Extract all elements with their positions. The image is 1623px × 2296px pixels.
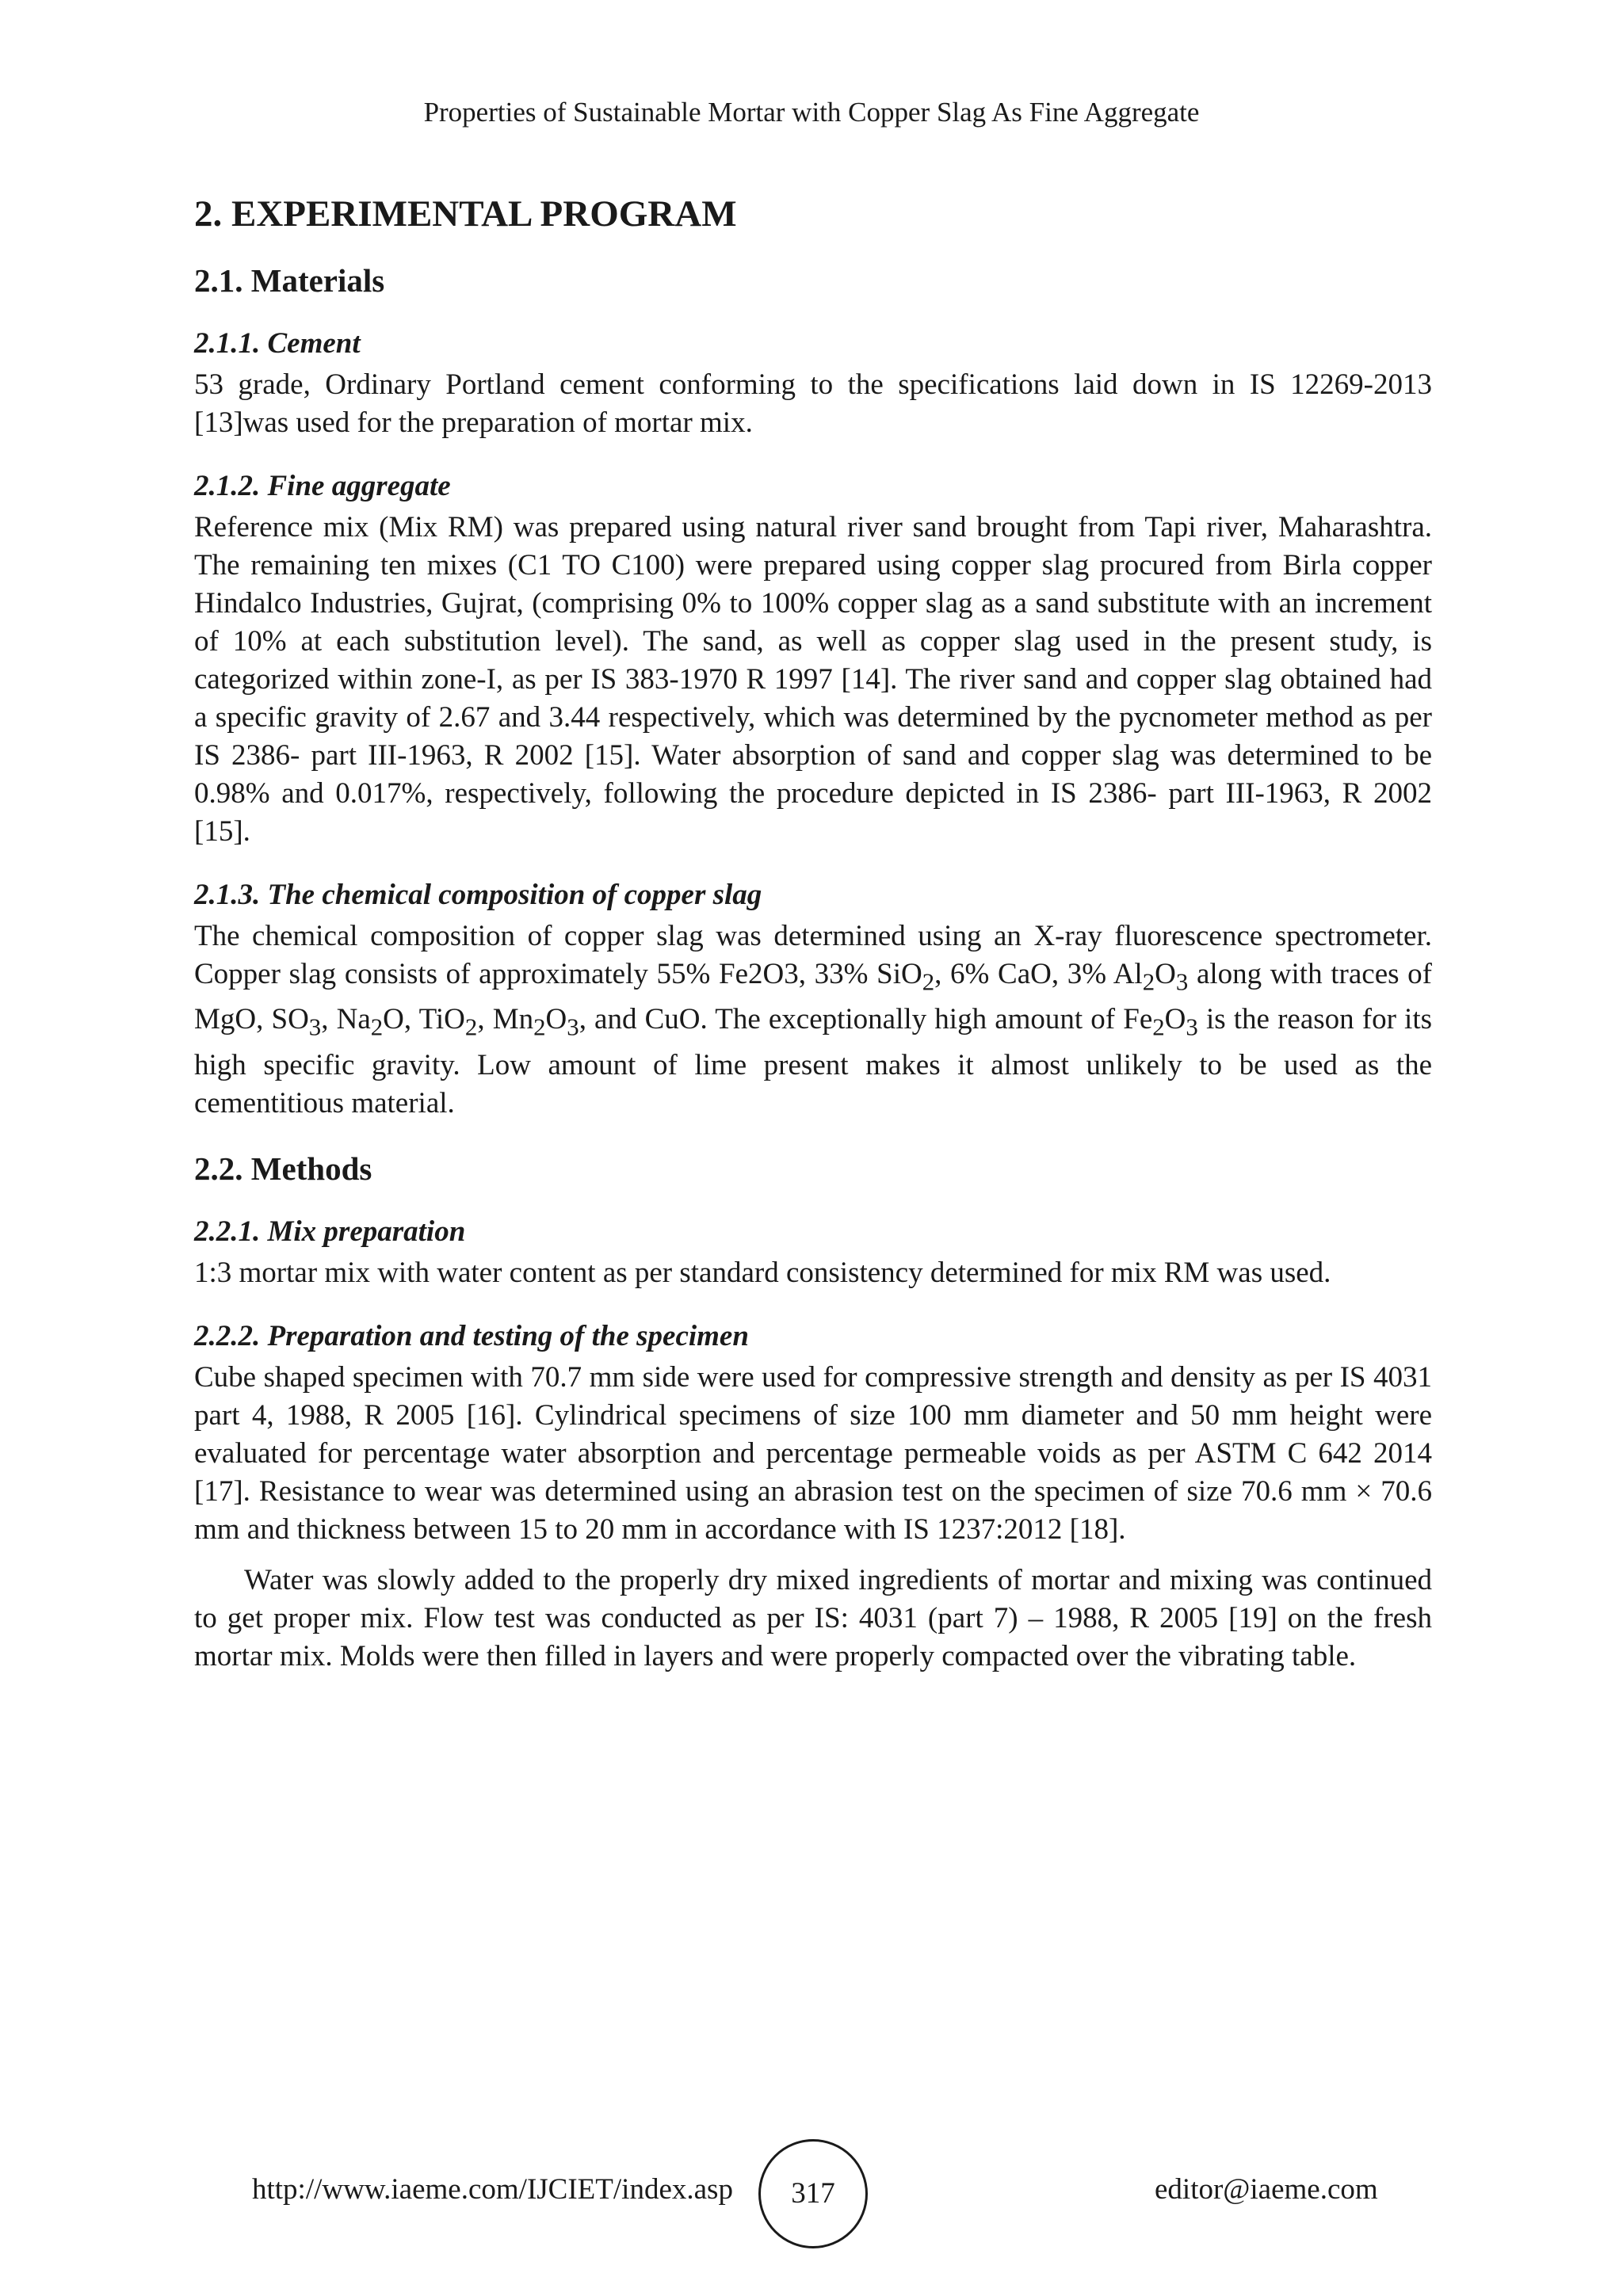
mix-preparation-paragraph: 1:3 mortar mix with water content as per standard consistency determined for mix RM was used.: [194, 1256, 1331, 1289]
fine-aggregate-paragraph: Reference mix (Mix RM) was prepared using natural river sand brought from Tapi river, Maharashtra. The remaining ten mixes (C1 TO C100) were prepared using copper slag procured from Birla copper Hindalco Industries, Gujrat, (comprising 0% to 100% copper slag as a sand substitute with an increment of 10% at each substitution level). The sand, as well as copper slag used in the present study, is categorized within zone-I, as per IS 383-1970 R 1997 [14]. The river sand and copper slag obtained had a specific gravity of 2.67 and 3.44 respectively, which was determined by the pycnometer method as per IS 2386- part III-1963, R 2002 [15]. Water absorption of sand and copper slag was determined to be 0.98% and 0.017%, respectively, following the procedure depicted in IS 2386- part III-1963, R 2002 [15].: [194, 511, 1432, 848]
running-header: Properties of Sustainable Mortar with Copper Slag As Fine Aggregate: [423, 97, 1200, 128]
cement-paragraph: 53 grade, Ordinary Portland cement conforming to the specifications laid down in IS 12269-2013 [13]was used for the preparation of mortar mix.: [194, 368, 1432, 439]
page-footer: [0, 2139, 1623, 2242]
materials-heading: 2.1. Materials: [194, 262, 385, 299]
chemical-composition-heading: 2.1.3. The chemical composition of copper slag: [194, 879, 762, 911]
specimen-paragraph-2: Water was slowly added to the properly dry mixed ingredients of mortar and mixing was continued to get proper mix. Flow test was conducted as per IS: 4031 (part 7) – 1988, R 2005 [19] on the fresh mortar mix. Molds were then filled in layers and were properly compacted over the vibrating table.: [194, 1563, 1432, 1672]
footer-email-link[interactable]: editor@iaeme.com: [1155, 2173, 1378, 2206]
methods-heading: 2.2. Methods: [194, 1150, 372, 1187]
mix-preparation-heading: 2.2.1. Mix preparation: [194, 1215, 466, 1248]
article-body: [194, 190, 1432, 1701]
footer-url-link[interactable]: http://www.iaeme.com/IJCIET/index.asp: [252, 2173, 733, 2206]
specimen-heading: 2.2.2. Preparation and testing of the specimen: [194, 1319, 749, 1352]
cement-heading: 2.1.1. Cement: [194, 327, 361, 360]
specimen-paragraph-1: Cube shaped specimen with 70.7 mm side were used for compressive strength and density as per IS 4031 part 4, 1988, R 2005 [16]. Cylindrical specimens of size 100 mm diameter and 50 mm height were evaluated for percentage water absorption and percentage permeable voids as per ASTM C 642 2014 [17]. Resistance to wear was determined using an abrasion test on the specimen of size 70.6 mm × 70.6 mm and thickness between 15 to 20 mm in accordance with IS 1237:2012 [18].: [194, 1360, 1432, 1546]
fine-aggregate-heading: 2.1.2. Fine aggregate: [194, 470, 451, 502]
chemical-composition-paragraph: The chemical composition of copper slag was determined using an X-ray fluorescence spectrometer. Copper slag consists of approximately 55% Fe2O3, 33% SiO$_2$, 6% CaO, 3% $Al_2O_3$ along with traces of MgO, $SO_3$, $Na_2O$, TiO$_2$, $Mn_2O_3$, and CuO. The exceptionally high amount of $Fe_2O_3$ is the reason for its high specific gravity. Low amount of lime present makes it almost unlikely to be used as the cementitious material.: [194, 920, 1432, 1119]
page-number: 317: [758, 2139, 868, 2248]
section-title: 2. EXPERIMENTAL PROGRAM: [194, 193, 737, 235]
